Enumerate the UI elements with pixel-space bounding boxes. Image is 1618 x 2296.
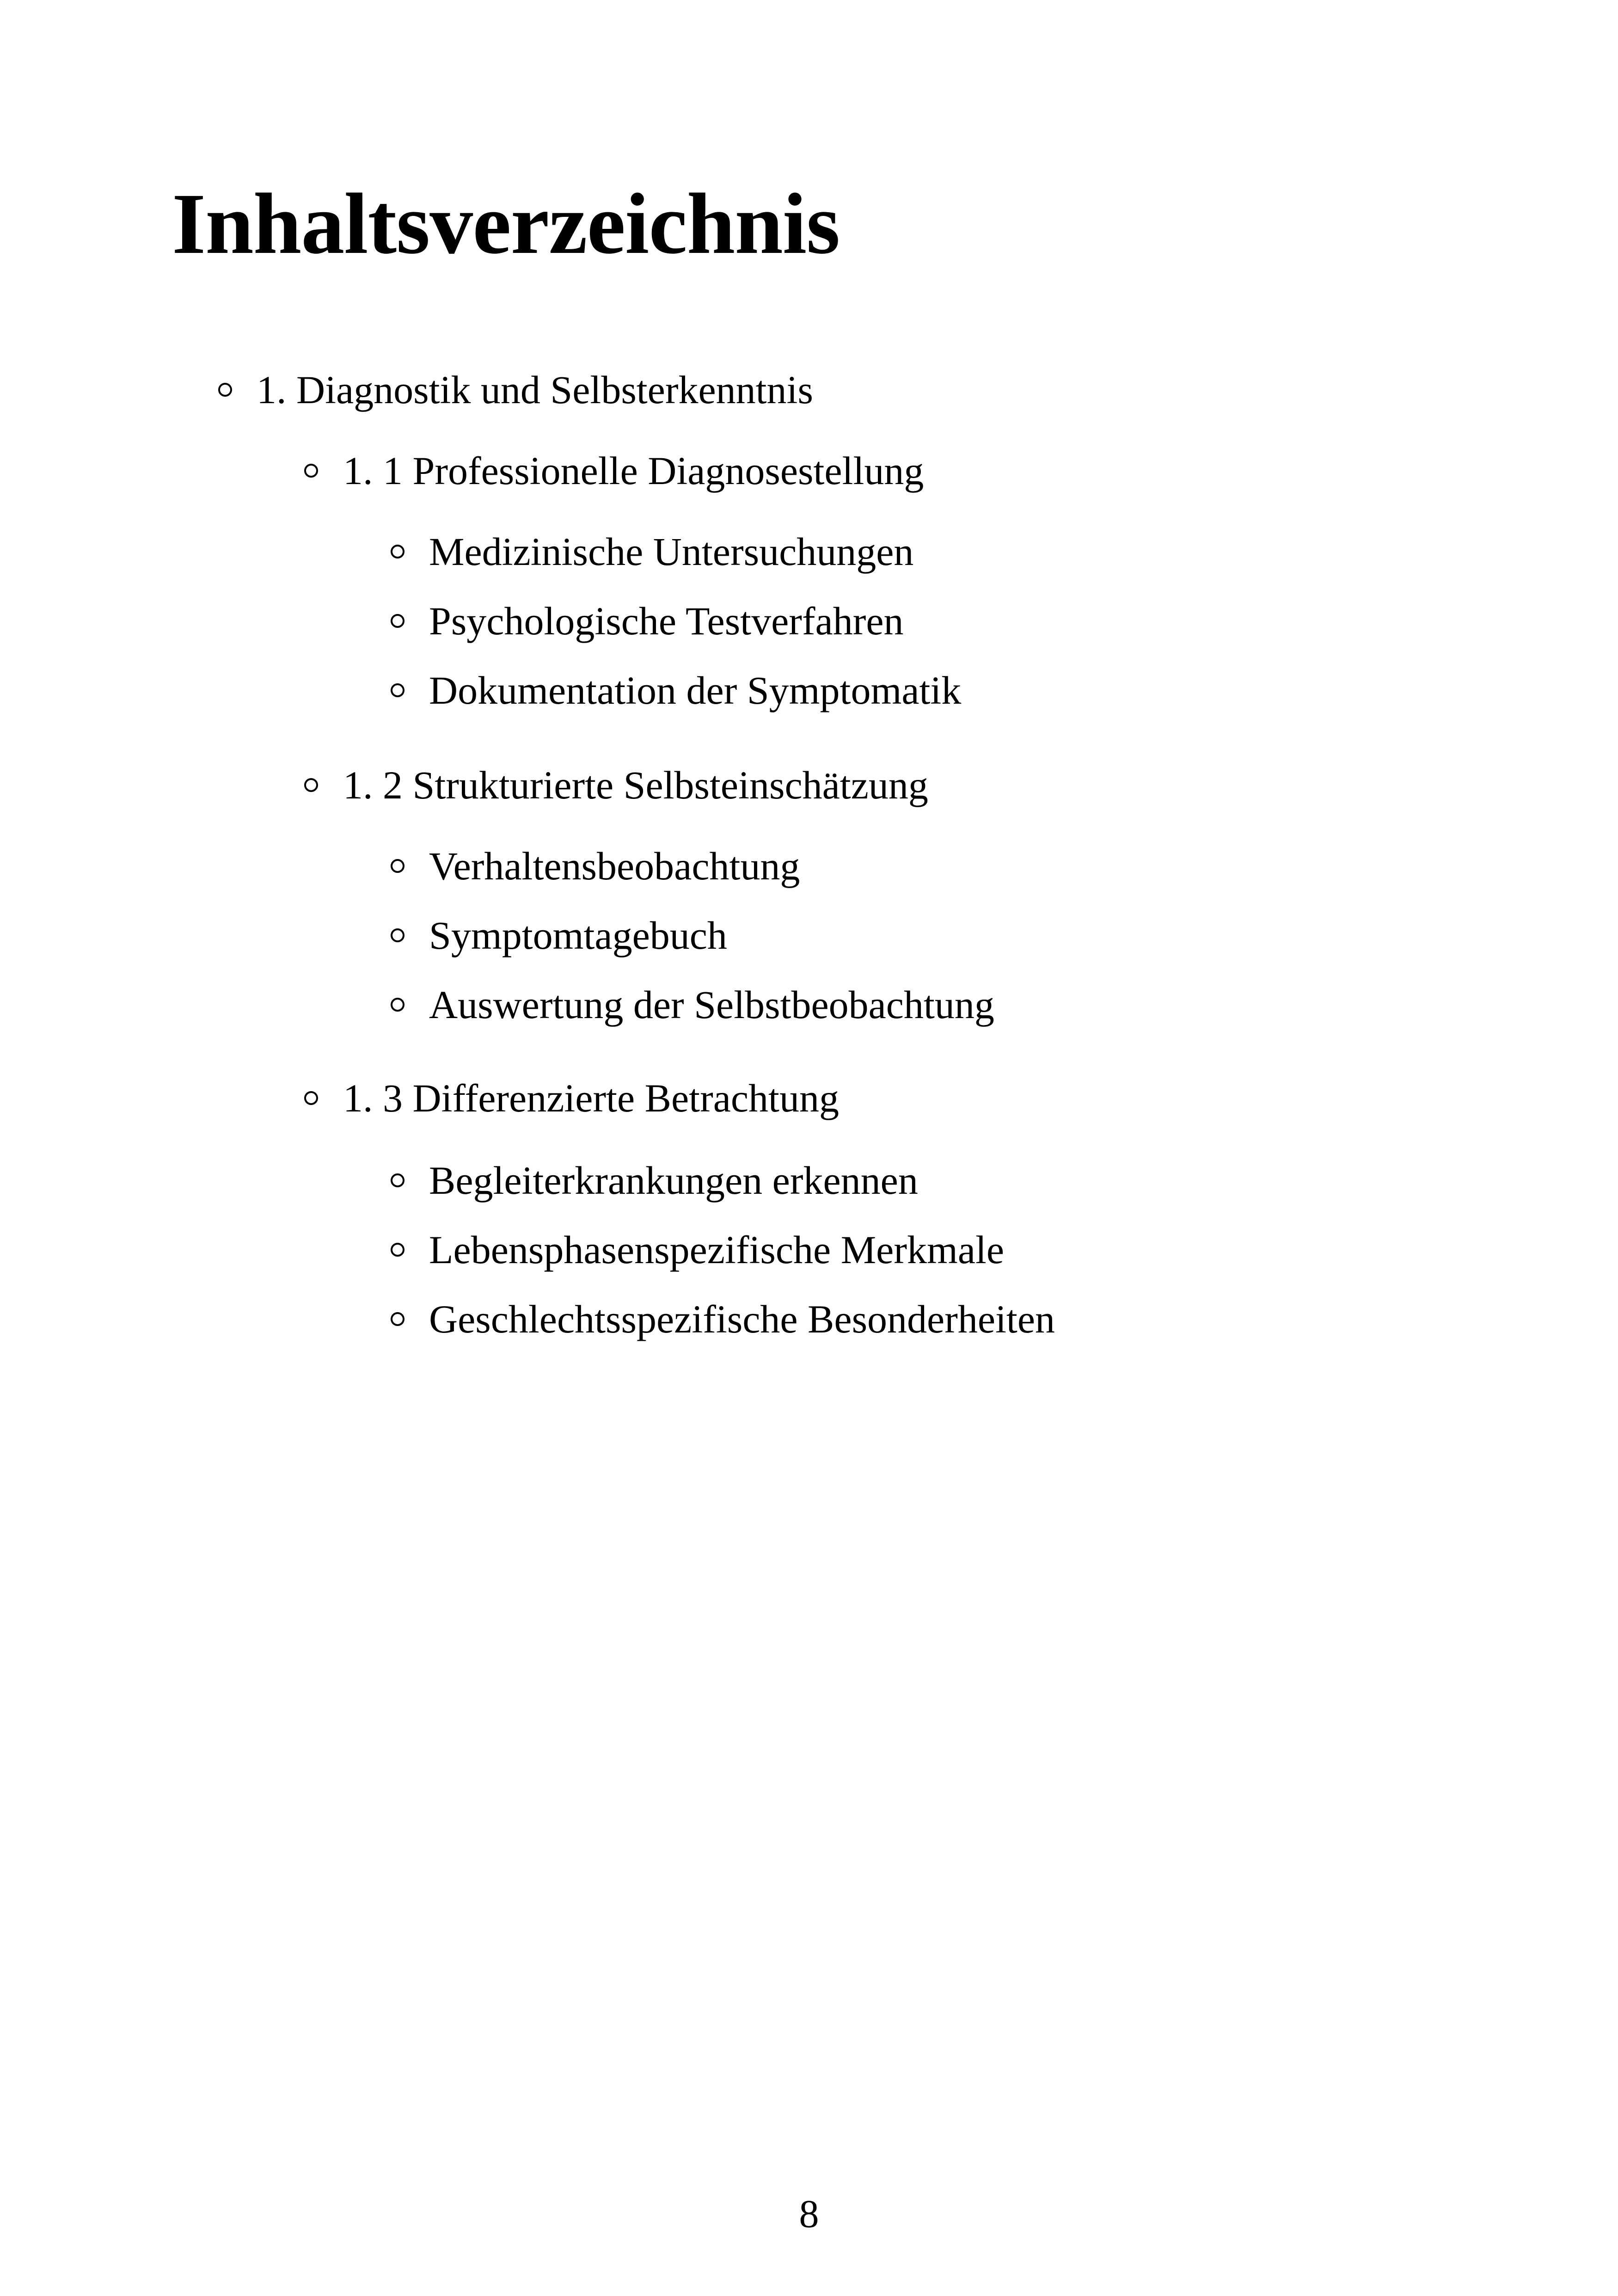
- toc-section-label: 1. 1 Professionelle Diagnosestellung: [343, 448, 924, 493]
- bullet-circle-icon: [304, 1091, 318, 1105]
- bullet-circle-icon: [218, 383, 232, 397]
- toc-chapter-label: 1. Diagnostik und Selbsterkenntnis: [257, 368, 813, 412]
- toc-item-label: Medizinische Untersuchungen: [429, 529, 914, 574]
- bullet-circle-icon: [391, 614, 404, 628]
- bullet-circle-icon: [391, 1173, 404, 1187]
- toc-item-label: Psychologische Testverfahren: [429, 599, 904, 643]
- toc-item-label: Begleiterkrankungen erkennen: [429, 1158, 918, 1203]
- bullet-circle-icon: [391, 1312, 404, 1326]
- bullet-circle-icon: [391, 545, 404, 559]
- bullet-circle-icon: [391, 683, 404, 697]
- toc-item-label: Dokumentation der Symptomatik: [429, 668, 962, 712]
- toc-item-label: Symptomtagebuch: [429, 913, 727, 958]
- bullet-circle-icon: [391, 998, 404, 1012]
- bullet-circle-icon: [304, 464, 318, 478]
- page-title: Inhaltsverzeichnis: [172, 175, 840, 272]
- toc-item-label: Verhaltensbeobachtung: [429, 844, 800, 888]
- toc-item-label: Geschlechtsspezifische Besonderheiten: [429, 1297, 1055, 1341]
- toc-section-label: 1. 2 Strukturierte Selbsteinschätzung: [343, 763, 928, 807]
- bullet-circle-icon: [391, 1243, 404, 1257]
- bullet-circle-icon: [391, 928, 404, 942]
- bullet-circle-icon: [304, 778, 318, 792]
- toc-item-label: Auswertung der Selbstbeobachtung: [429, 982, 994, 1027]
- bullet-circle-icon: [391, 859, 404, 873]
- page-number: 8: [799, 2192, 819, 2236]
- toc-item-label: Lebensphasenspezifische Merkmale: [429, 1228, 1005, 1272]
- toc-section-label: 1. 3 Differenzierte Betrachtung: [343, 1076, 839, 1120]
